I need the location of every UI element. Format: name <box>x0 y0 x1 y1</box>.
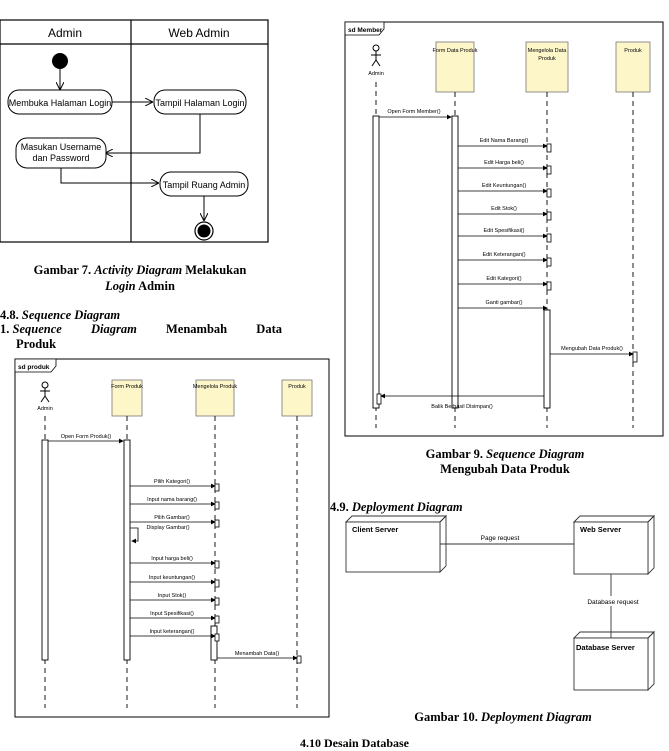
subsection-1-heading: 1. Sequence Diagram Menambah Data Produk <box>0 322 282 351</box>
next-section-heading: 4.10 Desain Database <box>300 736 410 750</box>
actor-admin-label-2: Admin <box>368 71 384 77</box>
sequence-diagram-add <box>14 358 332 720</box>
svg-text:Tampil Halaman Login: Tampil Halaman Login <box>155 98 245 108</box>
svg-text:Edit Harga beli(): Edit Harga beli() <box>484 160 524 166</box>
sequence-diagram-edit <box>344 20 666 440</box>
svg-text:Produk: Produk <box>624 48 642 54</box>
activity-frame <box>0 20 268 242</box>
svg-text:dan Password: dan Password <box>32 153 90 163</box>
actor-admin-icon-2 <box>371 45 381 66</box>
lane-admin-label: Admin <box>47 26 83 40</box>
sd-frame-label: sd produk <box>18 364 50 371</box>
svg-text:Open Form Member(): Open Form Member() <box>387 109 441 115</box>
svg-text:Input Spesifikasi(): Input Spesifikasi() <box>150 611 194 617</box>
figure-10-caption: Gambar 10. Deployment Diagram <box>414 710 592 724</box>
svg-text:Input keuntungan(): Input keuntungan() <box>148 575 196 581</box>
svg-text:Mengelola Produk: Mengelola Produk <box>192 384 238 390</box>
svg-text:Page request: Page request <box>480 535 520 542</box>
actor-admin-label: Admin <box>37 406 53 412</box>
deployment-diagram <box>340 512 666 694</box>
activity-diagram <box>0 0 272 250</box>
svg-text:Tampil Ruang Admin: Tampil Ruang Admin <box>162 180 246 190</box>
svg-text:Pilih Kategori(): Pilih Kategori() <box>153 479 191 485</box>
svg-text:Input nama barang(): Input nama barang() <box>147 497 197 503</box>
section-4-8-heading: 4.8. Sequence Diagram <box>0 308 121 322</box>
figure-7-caption: Gambar 7. Activity Diagram Melakukan Login Admin <box>33 263 247 293</box>
svg-text:Display Gambar(): Display Gambar() <box>146 525 190 531</box>
svg-text:Edit Spesifikasi(): Edit Spesifikasi() <box>483 228 525 234</box>
svg-text:Client Server: Client Server <box>352 525 399 534</box>
svg-text:Balik Berhasil Disimpan(): Balik Berhasil Disimpan() <box>431 404 493 410</box>
svg-text:Edit Keterangan(): Edit Keterangan() <box>482 252 526 258</box>
svg-text:Mengubah Data Produk(): Mengubah Data Produk() <box>561 346 623 352</box>
svg-text:Edit Kategori(): Edit Kategori() <box>486 276 522 282</box>
svg-text:Input keterangan(): Input keterangan() <box>149 629 195 635</box>
svg-text:Masukan Username: Masukan Username <box>20 142 102 152</box>
svg-text:Database Server: Database Server <box>576 643 635 652</box>
svg-text:Produk: Produk <box>288 384 306 390</box>
svg-text:Form Data Produk: Form Data Produk <box>432 48 478 54</box>
svg-text:Edit Nama Barang(): Edit Nama Barang() <box>479 138 529 144</box>
svg-text:Edit Keuntungan(): Edit Keuntungan() <box>481 183 527 189</box>
svg-text:Produk: Produk <box>538 56 556 62</box>
svg-text:Ganti gambar(): Ganti gambar() <box>485 300 523 306</box>
figure-9-caption: Gambar 9. Sequence Diagram Mengubah Data Produk <box>425 447 585 476</box>
sd-frame-member-label: sd Member <box>348 27 383 34</box>
svg-text:Input harga beli(): Input harga beli() <box>151 556 193 562</box>
svg-text:Pilih Gambar(): Pilih Gambar() <box>154 515 190 521</box>
node-database-server <box>574 632 654 690</box>
svg-text:Form Produk: Form Produk <box>111 384 143 390</box>
svg-text:Database request: Database request <box>587 599 639 606</box>
lane-webadmin-label: Web Admin <box>168 26 230 40</box>
svg-text:Input Stok(): Input Stok() <box>157 593 187 599</box>
actor-admin-icon <box>40 382 50 402</box>
svg-text:Mengelola Data: Mengelola Data <box>527 48 567 54</box>
initial-node <box>52 53 68 69</box>
svg-text:Menambah Data(): Menambah Data() <box>234 651 280 657</box>
svg-text:Edit Stok(): Edit Stok() <box>491 206 517 212</box>
svg-text:Membuka Halaman Login: Membuka Halaman Login <box>8 98 112 108</box>
svg-text:Open Form Produk(): Open Form Produk() <box>60 434 112 440</box>
section-4-9-heading: 4.9. Deployment Diagram <box>330 500 463 514</box>
svg-text:Web Server: Web Server <box>580 525 622 534</box>
